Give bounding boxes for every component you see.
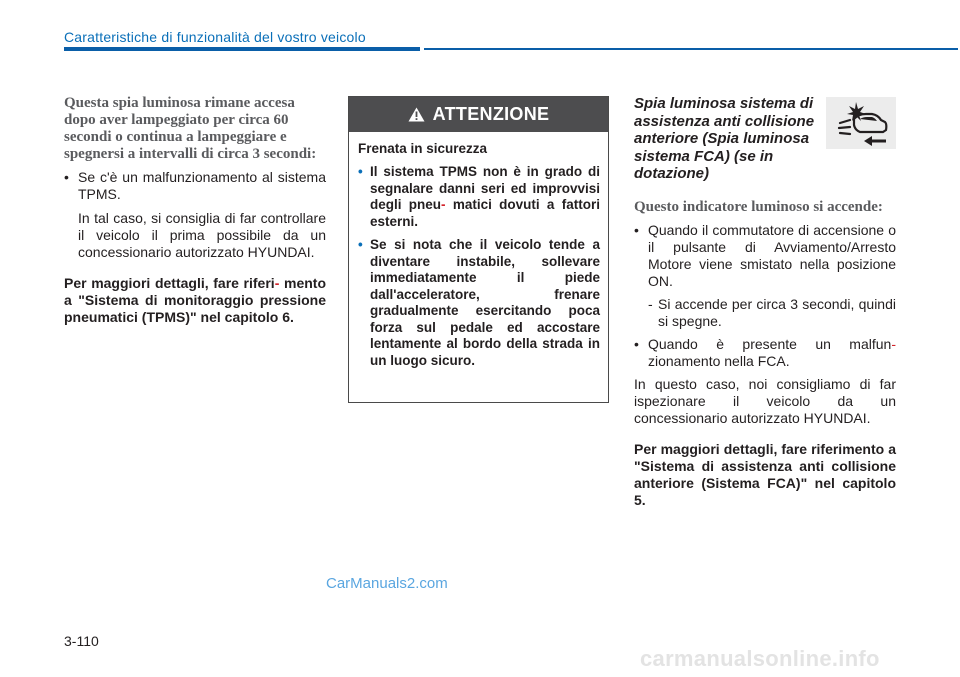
page-number: 3-110 [64,633,99,649]
right-column [634,95,896,523]
fca-bullet: • Quando è presente un malfun- zionamento nella FCA. [634,336,896,370]
bullet-dot-icon: • [358,164,363,179]
left-column [64,95,326,340]
fca-bullet: • Quando il commutatore di accensione o il pulsante di Avviamento/Arresto Motore viene smistato nella posizione ON. [634,222,896,290]
bullet-dot-icon: • [358,237,363,252]
header-rule-thick [64,47,420,51]
fca-heading: Spia luminosa sistema di assistenza anti collisione anteriore (Spia luminosa sistema FCA) (se in dotazione) [634,95,815,182]
warning-title: Frenata in sicurezza [358,141,488,156]
tpms-bullet: • Se c'è un malfunzionamento al sistema TPMS. [64,169,326,203]
fca-reference-note: Per maggiori dettagli, fare riferimento a "Sistema di assistenza anti collisione anteriore (Sistema FCA)" nel capitolo 5. [634,440,896,508]
watermark-text: carmanualsonline.info [640,646,880,671]
warning-header [349,97,608,132]
warning-item: • Il sistema TPMS non è in grado di segnalare danni seri ed improvvisi degli pneu- matici dovuti a fattori esterni. [358,164,600,229]
fca-dash-item: - Si accende per circa 3 secondi, quindi si spegne. [648,295,896,329]
warning-item: • Se si nota che il veicolo tende a diventare instabile, sollevare immediatamente il piede dall'acceleratore, frenare gradualmente esercitando poca forza sul pedale ed accostare lentamente al bordo della strada in un luogo sicuro. [358,237,600,368]
warning-box [348,96,609,403]
section-title: Caratteristiche di funzionalità del vostro veicolo [64,29,366,45]
watermark-link[interactable]: CarManuals2.com [326,575,448,592]
fca-subheading: Questo indicatore luminoso si accende: [634,198,883,215]
warning-label: ATTENZIONE [432,104,550,124]
warning-triangle-icon [408,107,425,122]
tpms-advice: In tal caso, si consiglia di far controllare il veicolo il prima possibile da un concessionario autorizzato HYUNDAI. [78,210,326,260]
tpms-heading: Questa spia luminosa rimane accesa dopo aver lampeggiato per circa 60 secondi o continua a lampeggiare e spegnersi a intervalli di circa 3 secondi: [64,95,317,162]
fca-advice: In questo caso, noi consigliamo di far ispezionare il veicolo da un concessionario autorizzato HYUNDAI. [634,375,896,426]
tpms-reference-note: Per maggiori dettagli, fare riferi- mento a "Sistema di monitoraggio pressione pneumatici (TPMS)" nel capitolo 6. [64,275,326,325]
header-rule-thin [424,48,958,50]
